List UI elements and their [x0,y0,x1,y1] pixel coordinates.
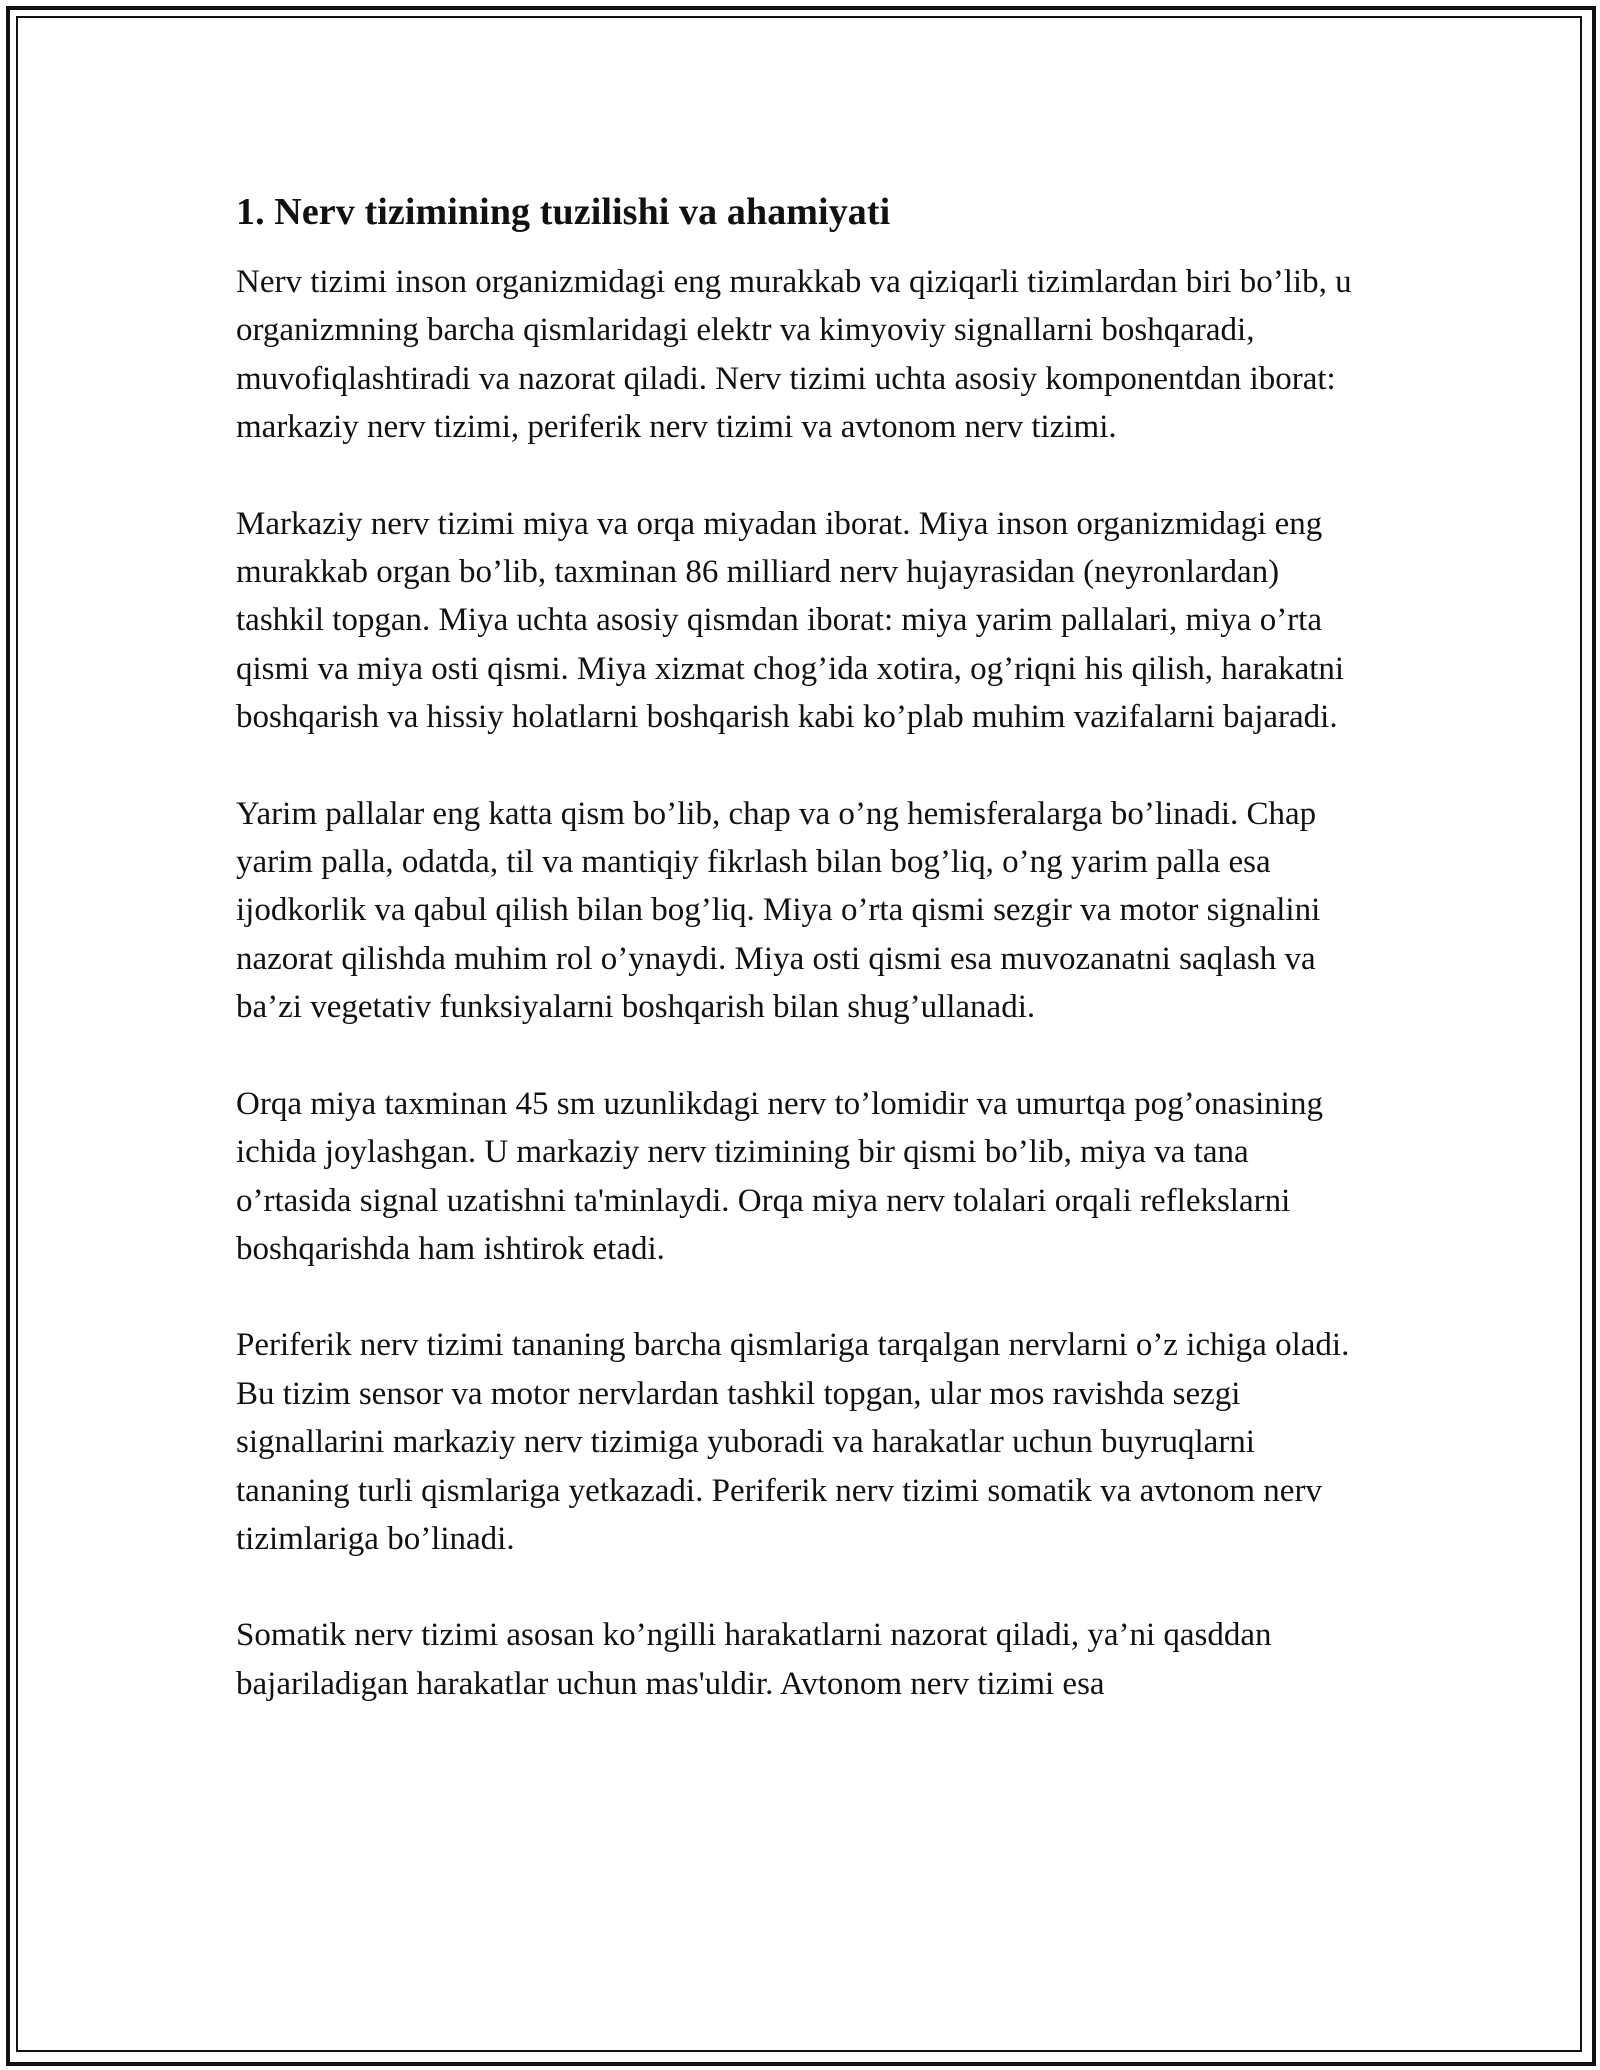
section-heading: 1. Nerv tizimining tuzilishi va ahamiyati [236,191,891,233]
paragraph-central-nervous-system: Markaziy nerv tizimi miya va orqa miyadan iborat. Miya inson organizmidagi eng murakkab organ bo’lib, taxminan 86 milliard nerv hujayrasidan (neyronlardan) tashkil topgan. Miya uchta asosiy qismdan iborat: miya yarim pallalari, miya o’rta qismi va miya osti qismi. Miya xizmat chog’ida xotira, og’riqni his qilish, harakatni boshqarish va hissiy holatlarni boshqarish kabi ko’plab muhim vazifalarni bajaradi. [236,505,1345,736]
paragraph-spinal-cord: Orqa miya taxminan 45 sm uzunlikdagi nerv to’lomidir va umurtqa pog’onasining ichida joylashgan. U markaziy nerv tizimining bir qismi bo’lib, miya va tana o’rtasida signal uzatishni ta'minlaydi. Orqa miya nerv tolalari orqali reflekslarni boshqarishda ham ishtirok etadi. [236,1085,1323,1267]
paragraph-somatic-nervous-system: Somatik nerv tizimi asosan ko’ngilli harakatlarni nazorat qiladi, ya’ni qasddan bajariladigan harakatlar uchun mas'uldir. Avtonom nerv tizimi esa [236,1617,1272,1702]
document-body [236,186,1366,1756]
paragraph-hemispheres: Yarim pallalar eng katta qism bo’lib, chap va o’ng hemisferalarga bo’linadi. Chap yarim palla, odatda, til va mantiqiy fikrlash bilan bog’liq, o’ng yarim palla esa ijodkorlik va qabul qilish bilan bog’liq. Miya o’rta qismi sezgir va motor signalini nazorat qilishda muhim rol o’ynaydi. Miya osti qismi esa muvozanatni saqlash va ba’zi vegetativ funksiyalarni boshqarish bilan shug’ullanadi. [236,795,1321,1026]
paragraph-nervous-system-intro: Nerv tizimi inson organizmidagi eng murakkab va qiziqarli tizimlardan biri bo’lib, u organizmning barcha qismlaridagi elektr va kimyoviy signallarni boshqaradi, muvofiqlashtiradi va nazorat qiladi. Nerv tizimi uchta asosiy komponentdan iborat: markaziy nerv tizimi, periferik nerv tizimi va avtonom nerv tizimi. [236,264,1352,446]
paragraph-peripheral-nervous-system: Periferik nerv tizimi tananing barcha qismlariga tarqalgan nervlarni o’z ichiga oladi. Bu tizim sensor va motor nervlardan tashkil topgan, ular mos ravishda sezgi signallarini markaziy nerv tizimiga yuboradi va harakatlar uchun buyruqlarni tananing turli qismlariga yetkazadi. Periferik nerv tizimi somatik va avtonom nerv tizimlariga bo’linadi. [236,1327,1350,1557]
